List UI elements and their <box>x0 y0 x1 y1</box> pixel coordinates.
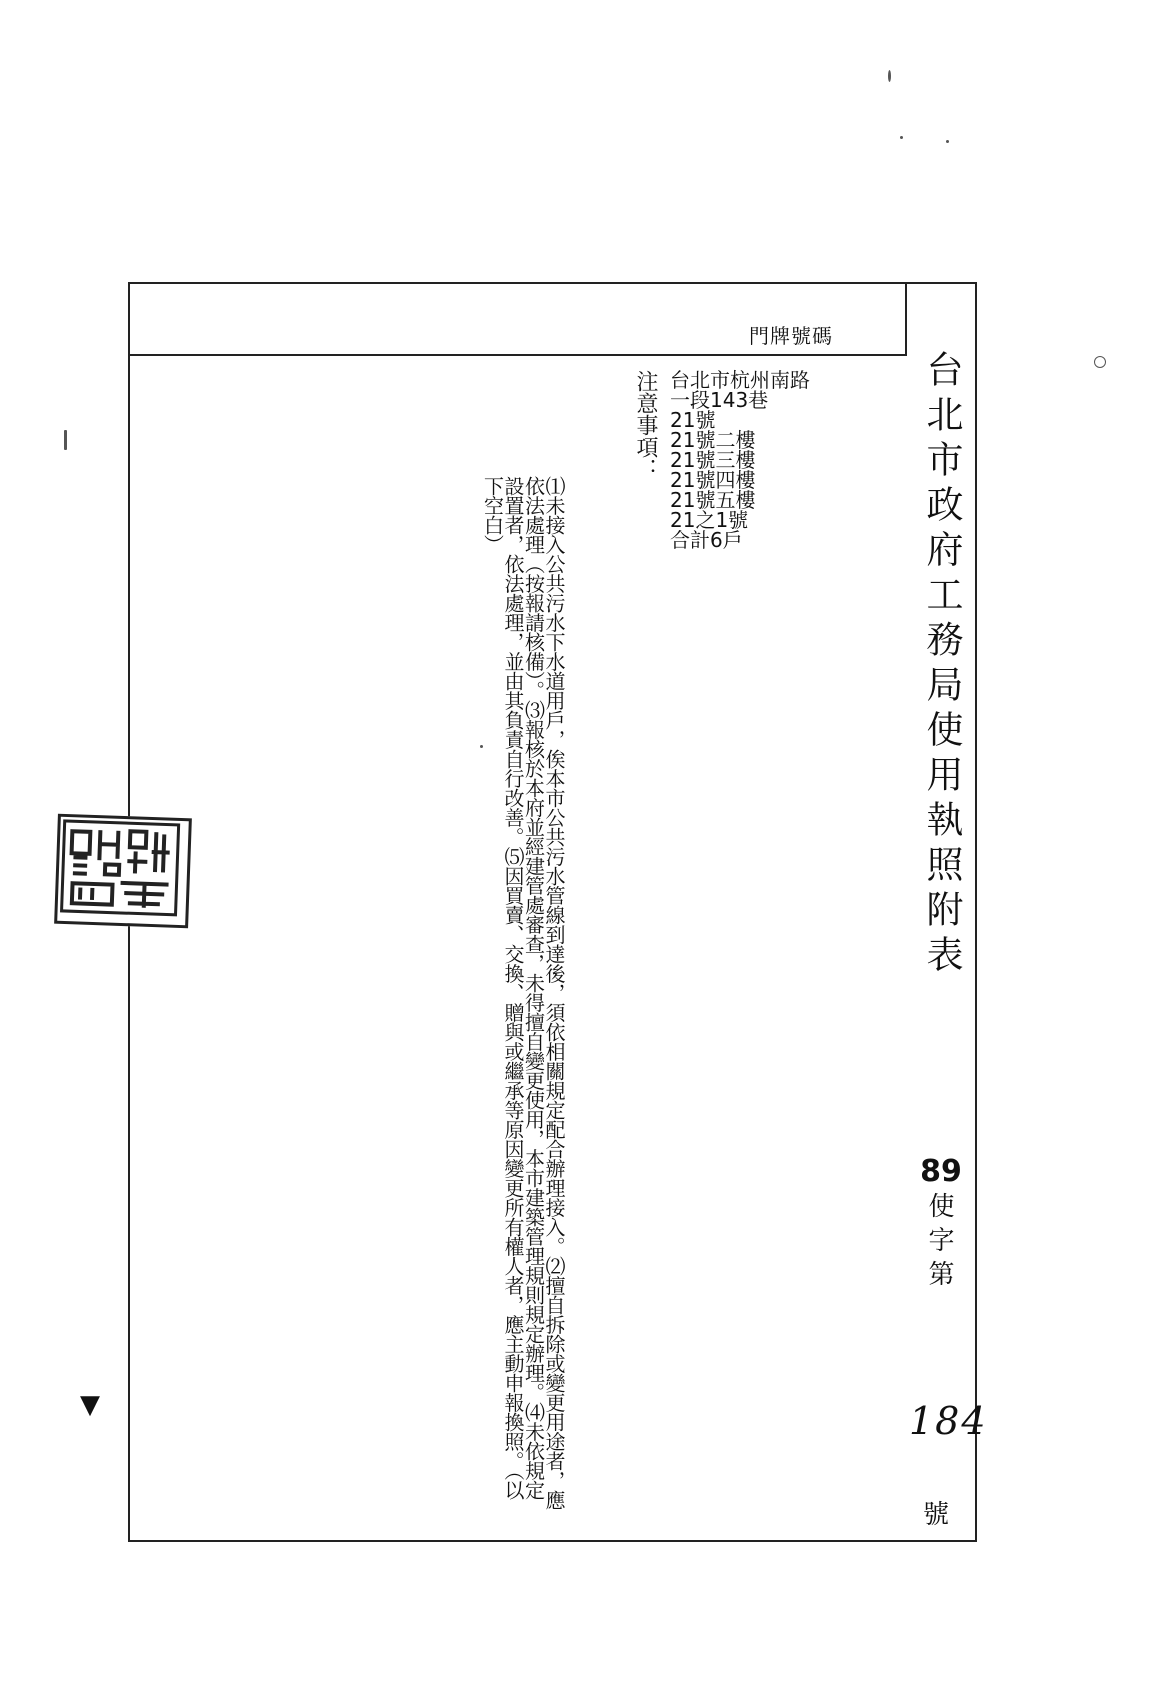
permit-number-suffix: 號 <box>923 1500 950 1530</box>
address-line: 21之1號 <box>670 508 749 532</box>
notes-body: ⑴未接入公共污水下水道用戶，俟本市公共污水管線到達後，須依相關規定配合辦理接入。⑵擅自拆除或變更用途者，應依法處理（按報請核備）。⑶報核於本府並經建管處審查，未得擅自變更使用，本市建築管理規則規定辦理。⑷未依規定設置者，依法處理，並由其負責自行改善。⑸因買賣、交換、贈與或繼承等原因變更所有權人者，應主動申報換照。（以下空白） <box>480 476 566 1510</box>
scan-speck <box>888 70 891 82</box>
official-seal-icon <box>54 814 192 929</box>
arrow-marker-icon: ▼ <box>80 1390 100 1420</box>
scan-speck <box>946 140 949 143</box>
scan-speck <box>64 430 67 450</box>
address-line: 21號三樓 <box>670 448 756 472</box>
address-line: 21號 <box>670 408 716 432</box>
address-line: 合計6戶 <box>670 528 743 552</box>
address-line: 台北市杭州南路 <box>670 368 810 392</box>
form-title: 台北市政府工務局使用執照附表 <box>920 350 963 980</box>
doorplate-label: 門牌號碼 <box>749 324 833 348</box>
permit-type: 使字第 <box>924 1192 954 1294</box>
form-header-row <box>130 284 907 356</box>
title-column <box>907 284 988 1540</box>
permit-form <box>128 282 988 1542</box>
scan-speck <box>900 136 903 139</box>
permit-year: 89 <box>920 1154 962 1189</box>
address-line: 一段143巷 <box>670 388 769 412</box>
notes-heading: 注意事項： <box>633 370 658 480</box>
address-list <box>670 370 810 550</box>
scan-speck <box>1094 356 1106 368</box>
address-line: 21號四樓 <box>670 468 756 492</box>
address-line: 21號五樓 <box>670 488 756 512</box>
permit-number: 184 <box>909 1399 988 1443</box>
address-line: 21號二樓 <box>670 428 756 452</box>
